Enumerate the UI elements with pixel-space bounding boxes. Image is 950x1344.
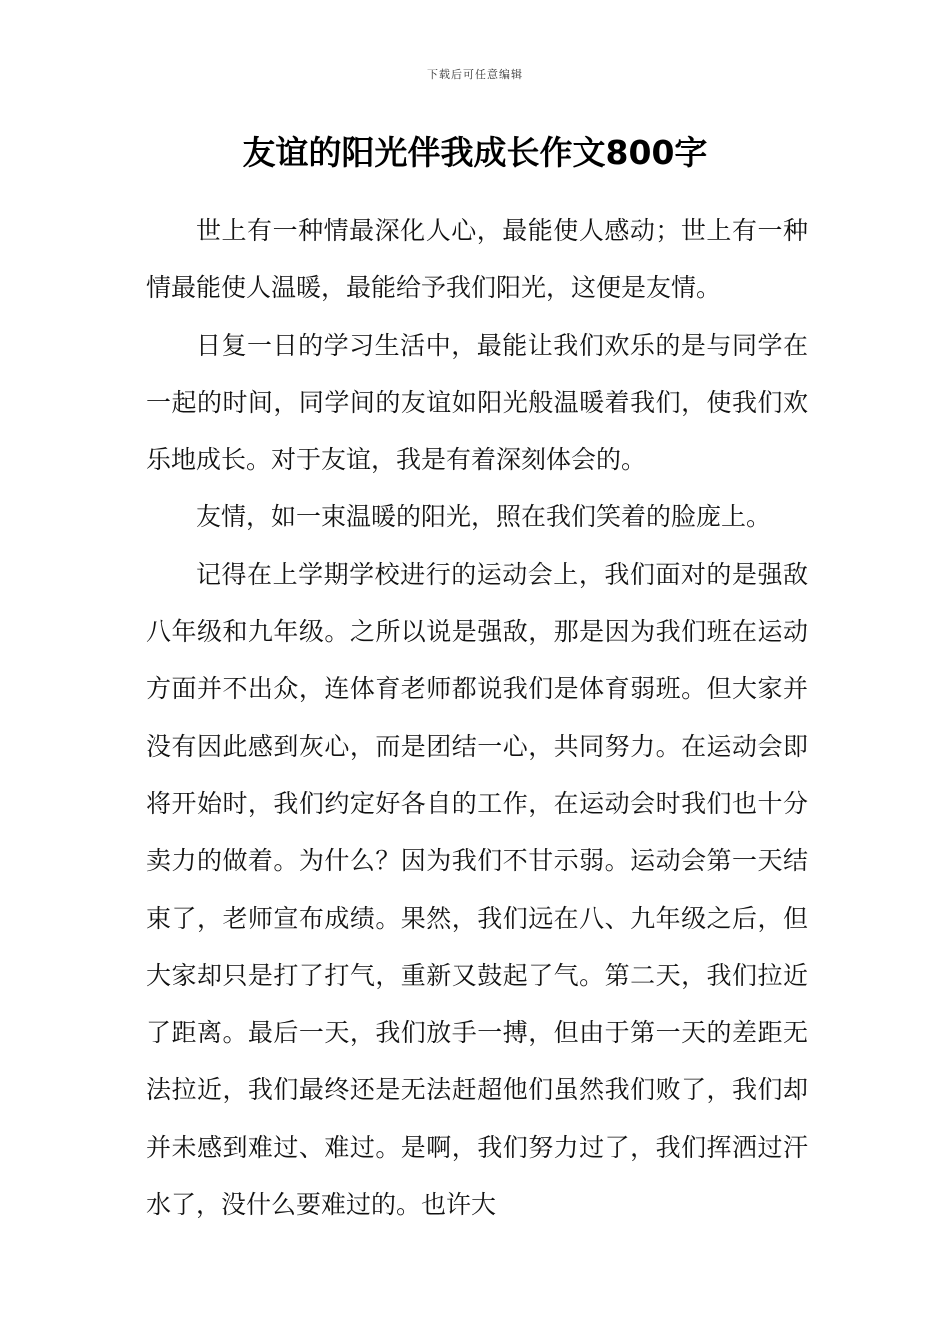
header-note: 下载后可任意编辑 bbox=[427, 68, 523, 81]
paragraph: 友情，如一束温暖的阳光，照在我们笑着的脸庞上。 bbox=[196, 502, 772, 532]
document-title: 友谊的阳光伴我成长作文800字 bbox=[242, 133, 708, 172]
article-body bbox=[146, 202, 808, 1233]
paragraph: 记得在上学期学校进行的运动会上，我们面对的是强敌八年级和九年级。之所以说是强敌，那是因为我们班在运动方面并不出众，连体育老师都说我们是体育弱班。但大家并没有因此感到灰心，而是团结一心，共同努力。在运动会即将开始时，我们约定好各自的工作，在运动会时我们也十分卖力的做着。为什么？因为我们不甘示弱。运动会第一天结束了，老师宣布成绩。果然，我们远在八、九年级之后，但大家却只是打了打气，重新又鼓起了气。第二天，我们拉近了距离。最后一天，我们放手一搏，但由于第一天的差距无法拉近，我们最终还是无法赶超他们虽然我们败了，我们却并未感到难过、难过。是啊，我们努力过了，我们挥洒过汗水了，没什么要难过的。也许大 bbox=[146, 559, 808, 1220]
paragraph: 世上有一种情最深化人心，最能使人感动；世上有一种情最能使人温暖，最能给予我们阳光，这便是友情。 bbox=[146, 216, 808, 303]
paragraph: 日复一日的学习生活中，最能让我们欢乐的是与同学在一起的时间，同学间的友谊如阳光般温暖着我们，使我们欢乐地成长。对于友谊，我是有着深刻体会的。 bbox=[146, 330, 808, 475]
